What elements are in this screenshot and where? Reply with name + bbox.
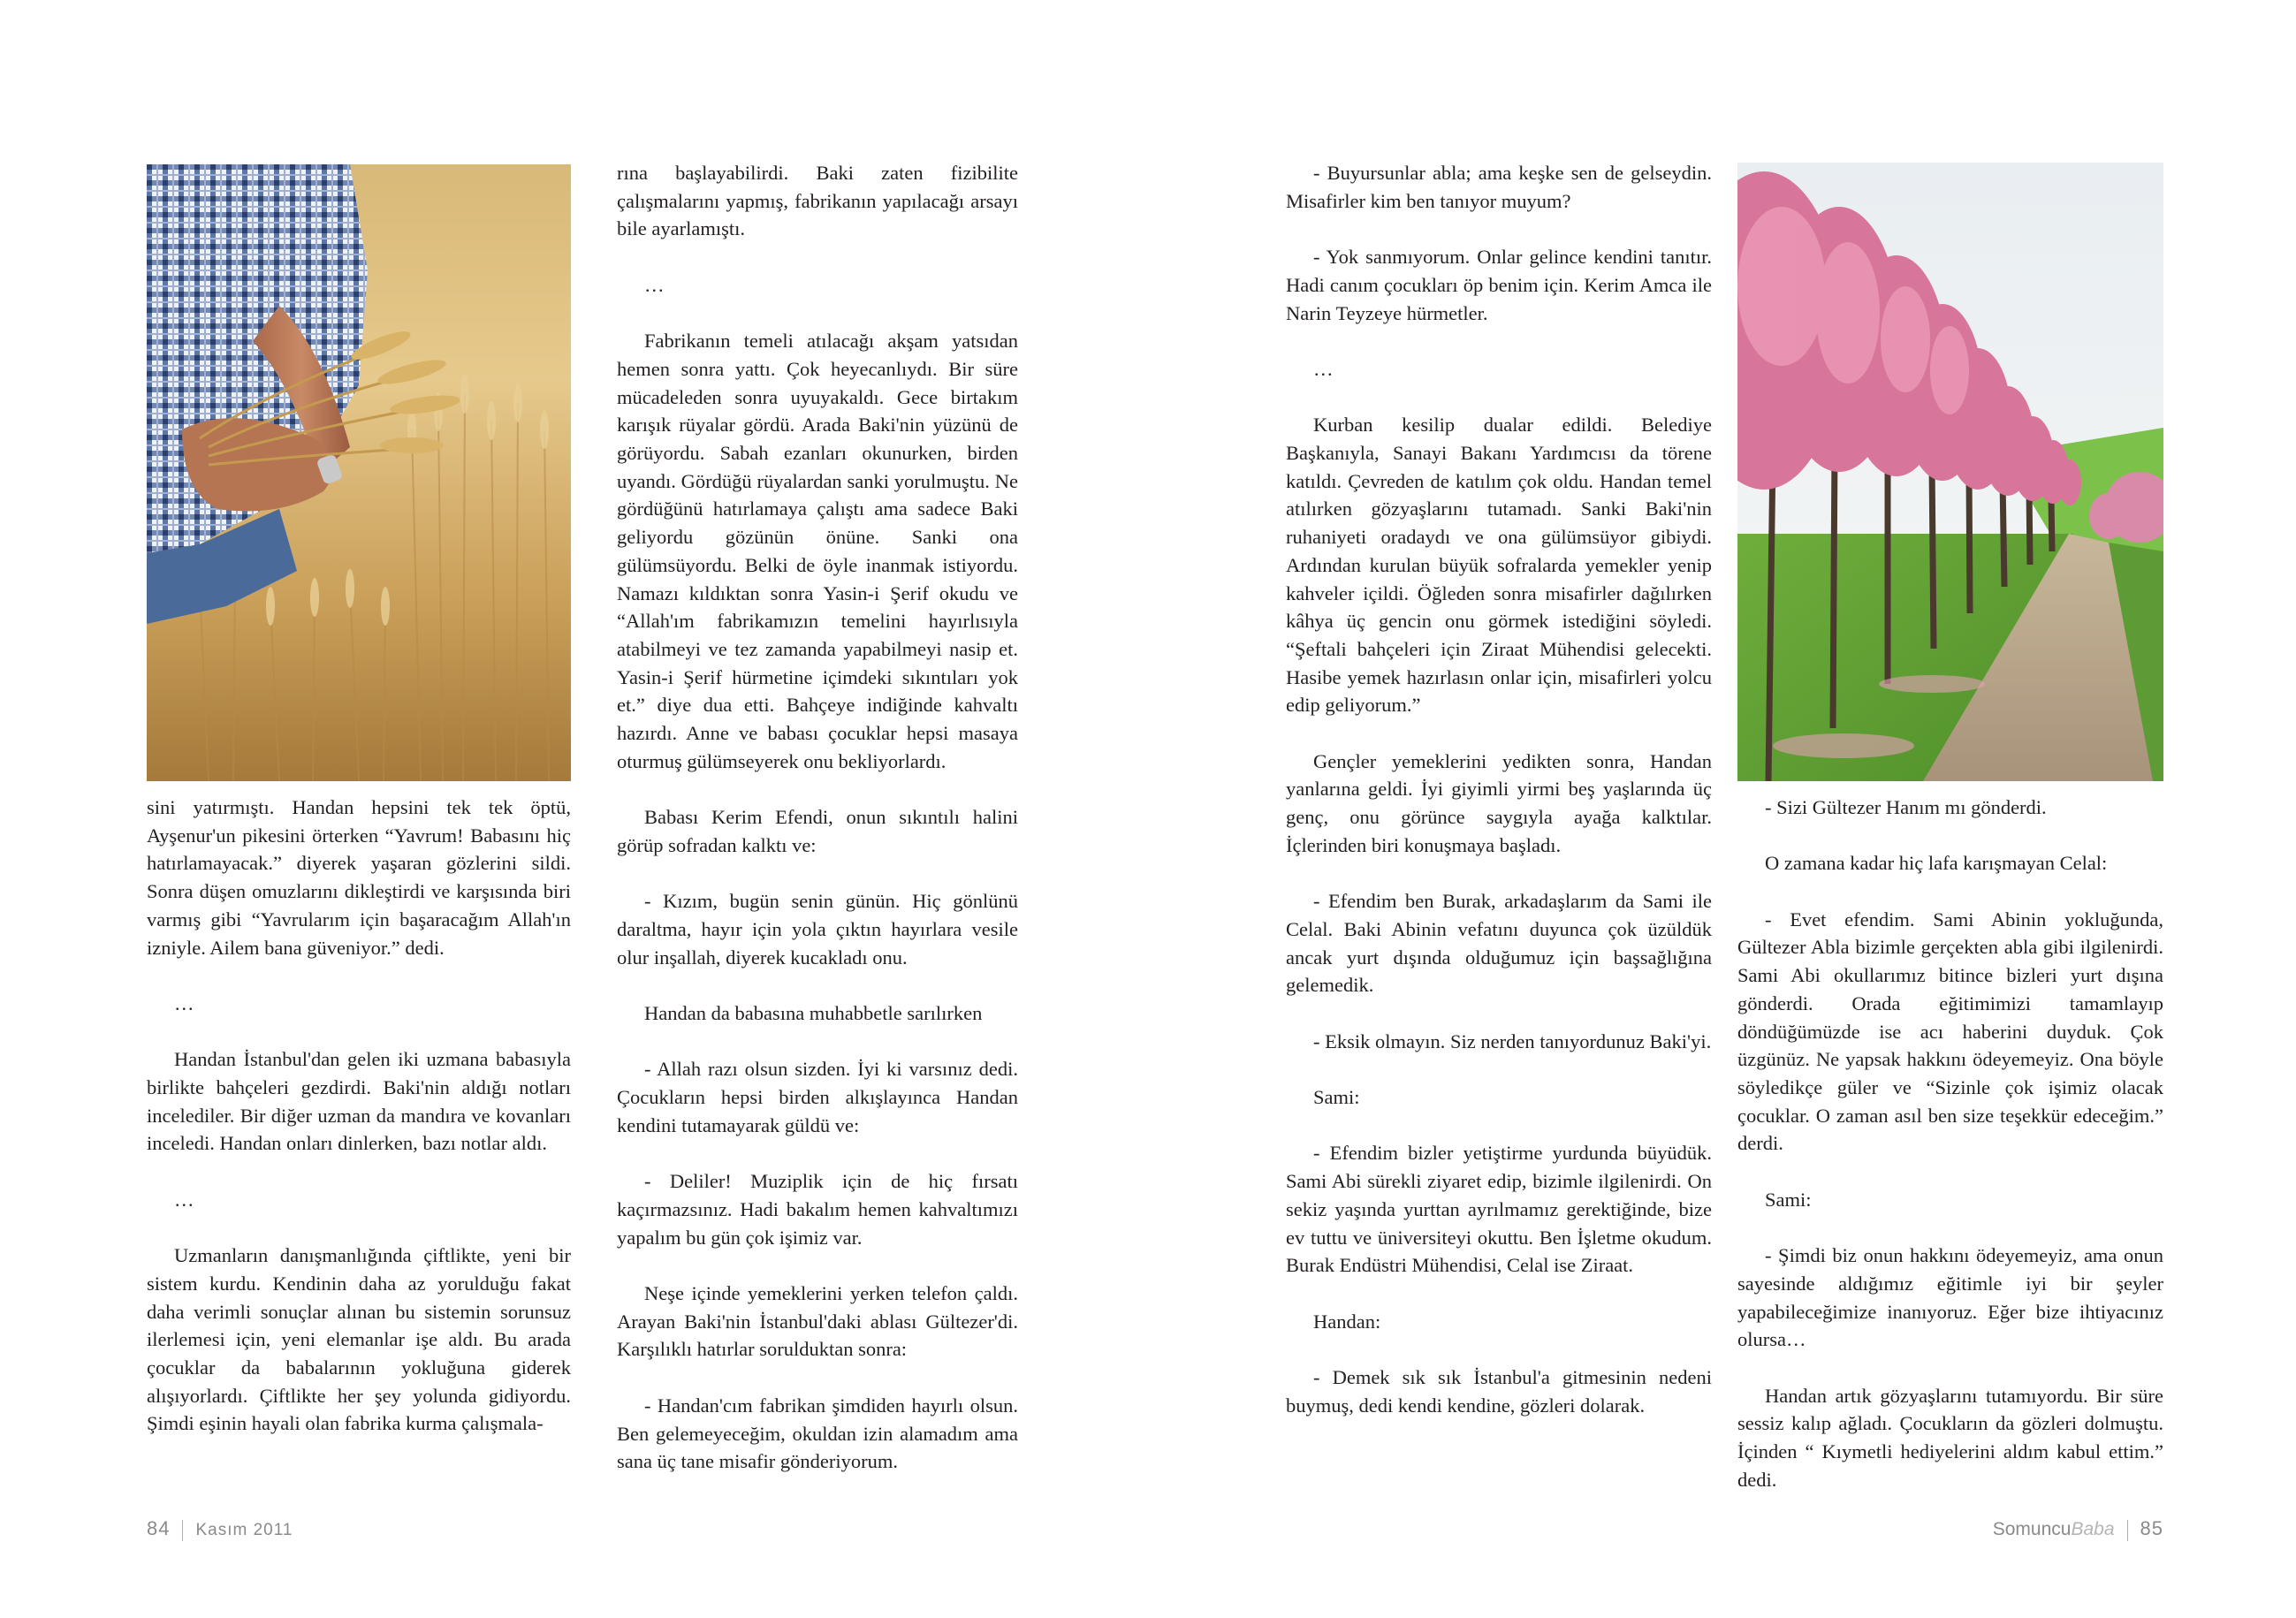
issue-date: Kasım 2011 [195,1521,293,1539]
paragraph: Sami: [1313,1086,1360,1109]
paragraph: - Efendim bizler yetiştirme yurdunda büyüdük. Sami Abi sürekli ziyaret edip, bizimle ilgilenirdi. On sekiz yaşında yurttan ayrılmamız gerektiğinde, bize ev tuttu ve üniversiteyi okuttu. Ben İşletme okudum. Burak Endüstri Mühendisi, Celal ise Ziraat. [1286,1142,1712,1277]
paragraph: - Demek sık sık İstanbul'a gitmesinin nedeni buymuş, dedi kendi kendine, gözleri dolarak. [1286,1366,1712,1417]
paragraph: … [644,273,665,296]
left-column-2 [617,159,1018,1476]
right-column-1 [1286,159,1712,1419]
paragraph: … [174,1188,194,1211]
page-number: 85 [2140,1517,2163,1539]
paragraph: Uzmanların danışmanlığında çiftlikte, yeni bir sistem kurdu. Kendinin daha az yorulduğu fakat daha verimli sonuçlar alınan bu sistemin sorunsuz ilerlemesi için, yeni elemanlar işe aldı. Bu arada çocuklar da babalarının yokluğuna giderek alışıyorlardı. Çiftlikte her şey yolunda gidiyordu. Şimdi eşinin hayali olan fabrika kurma çalışmala- [147,1244,571,1435]
paragraph: Fabrikanın temeli atılacağı akşam yatsıdan hemen sonra yattı. Çok heyecanlıydı. Bir süre mücadeleden sonra uyuyakaldı. Gece birtakım karışık rüyalar gördü. Arada Baki'nin yüzünü de görüyordu. Sabah ezanları okunurken, birden uyandı. Gördüğü rüyalardan sanki yorulmuştu. Ne gördüğünü hatırlamaya çalıştı ama sadece Baki geliyordu gözünün önüne. Sanki ona gülümsüyordu. Belki de öyle inanmak istiyordu. Namazı kıldıktan sonra Yasin-i Şerif okudu ve “Allah'ım fabrikamızın temelini hayırlısıyla atabilmeyi ve tez zamanda yapabilmeyi nasip et. Yasin-i Şerif hürmetine içimdeki sıkıntıları yok et.” diye dua etti. Bahçeye indiğinde kahvaltı hazırdı. Anne ve babası çocuklar hepsi masaya oturmuş gülümseyerek onu bekliyorlardı. [617,330,1018,772]
paragraph: Sami: [1765,1188,1812,1211]
paragraph: rına başlayabilirdi. Baki zaten fizibilite çalışmalarını yapmış, fabrikanın yapılacağı arsayı bile ayarlamıştı. [617,162,1018,240]
paragraph: - Sizi Gültezer Hanım mı gönderdi. [1765,796,2047,818]
paragraph: Gençler yemeklerini yedikten sonra, Handan yanlarına geldi. İyi giyimli yirmi beş yaşlarında üç genç, onu görünce saygıyla ayağa kalktılar. İçlerinden biri konuşmaya başladı. [1286,749,1712,856]
right-column-2 [1737,794,2163,1494]
paragraph: - Handan'cım fabrikan şimdiden hayırlı olsun. Ben gelemeyeceğim, okuldan izin alamadım ama sana üç tane misafir gönderiyorum. [617,1394,1018,1473]
magazine-logo: SomuncuBaba [1992,1519,2115,1539]
paragraph: Handan: [1313,1310,1381,1333]
paragraph: … [1313,357,1334,380]
paragraph: - Eksik olmayın. Siz nerden tanıyordunuz Baki'yi. [1313,1029,1712,1052]
wheat-field-photo [147,164,571,781]
left-column-1 [147,794,571,1438]
paragraph: O zamana kadar hiç lafa karışmayan Celal: [1765,852,2108,875]
paragraph: - Allah razı olsun sizden. İyi ki varsınız dedi. Çocukların hepsi birden alkışlayınca Handan kendini tutamayarak güldü ve: [617,1058,1018,1136]
paragraph: - Deliler! Muziplik için de hiç fırsatı kaçırmazsınız. Hadi bakalım hemen kahvaltımızı yapalım bu gün çok işimiz var. [617,1170,1018,1249]
left-page-footer [147,1517,293,1541]
paragraph: sini yatırmıştı. Handan hepsini tek tek öptü, Ayşenur'un pikesini örterken “Yavrum! Babasını hiç hatırlamayacak.” diyerek yaşaran gözlerini sildi. Sonra düşen omuzlarını dikleştirdi ve karşısında biri varmış gibi “Yavrularım için başaracağım Allah'ın izniyle. Ailem bana güveniyor.” dedi. [147,796,571,959]
right-page-footer [1993,1517,2163,1541]
paragraph: - Efendim ben Burak, arkadaşlarım da Sami ile Celal. Baki Abinin vefatını duyunca çok üzüldük ancak yurt dışında olduğumuz için başsağlığına gelemedik. [1286,890,1712,997]
paragraph: - Şimdi biz onun hakkını ödeyemeyiz, ama onun sayesinde aldığımız eğitimle iyi bir şeyler yapabileceğimize inanıyoruz. Eğer bize ihtiyacınız olursa… [1737,1244,2163,1351]
paragraph: Handan İstanbul'dan gelen iki uzmana babasıyla birlikte bahçeleri gezdirdi. Baki'nin aldığı notları incelediler. Bir diğer uzman da mandıra ve kovanları inceledi. Handan onları dinlerken, bazı notlar aldı. [147,1048,571,1155]
paragraph: - Buyursunlar abla; ama keşke sen de gelseydin. Misafirler kim ben tanıyor muyum? [1286,162,1712,212]
paragraph: Kurban kesilip dualar edildi. Belediye Başkanıyla, Sanayi Bakanı Yardımcısı da törene katıldı. Çevreden de katılım çok oldu. Handan temel atılırken gözyaşlarını tutamadı. Sanki Baki'nin ruhaniyeti oradaydı ve ona gülümsüyor gibiydi. Ardından kurulan büyük sofralarda yemekler yenip kahveler içildi. Öğleden sonra misafirler dağılırken kâhya üç gencin onu görmek istediğini söyledi. “Şeftali bahçeleri için Ziraat Mühendisi gelecekti. Hasibe yemek hazırlasın onlar için, misafirleri yolcu edip geliyorum.” [1286,414,1712,717]
paragraph: Babası Kerim Efendi, onun sıkıntılı halini görüp sofradan kalktı ve: [617,806,1018,856]
paragraph: - Yok sanmıyorum. Onlar gelince kendini tanıtır. Hadi canım çocukları öp benim için. Kerim Amca ile Narin Teyzeye hürmetler. [1286,246,1712,324]
blossom-tree-road-photo [1737,163,2163,781]
paragraph: Handan da babasına muhabbetle sarılırken [644,1002,983,1025]
page-number: 84 [147,1517,171,1539]
paragraph: - Kızım, bugün senin günün. Hiç gönlünü daraltma, hayır için yola çıktın hayırlara vesile olur inşallah, diyerek kucakladı onu. [617,890,1018,969]
paragraph: … [174,991,194,1014]
paragraph: Handan artık gözyaşlarını tutamıyordu. Bir süre sessiz kalıp ağladı. Çocukların da gözleri dolmuştu. İçinden “ Kıymetli hediyelerini aldım kabul ettim.” dedi. [1737,1384,2163,1491]
divider [182,1520,183,1541]
paragraph: - Evet efendim. Sami Abinin yokluğunda, Gültezer Abla bizimle gerçekten abla gibi ilgilenirdi. Sami Abi okullarımız bitince bizleri yurt dışına gönderdi. Orada eğitimimizi tamamlayıp döndüğümüzde ise acı haberini duyduk. Çok üzgünüz. Ne yapsak hakkını ödeyemeyiz. Ona böyle söyledikçe güler ve “Sizinle çok işimiz olacak çocuklar. O zaman asıl ben size teşekkür edeceğim.” derdi. [1737,908,2163,1155]
divider [2127,1520,2128,1541]
paragraph: Neşe içinde yemeklerini yerken telefon çaldı. Arayan Baki'nin İstanbul'daki ablası Gültezer'di. Karşılıklı hatırlar sorulduktan sonra: [617,1282,1018,1361]
